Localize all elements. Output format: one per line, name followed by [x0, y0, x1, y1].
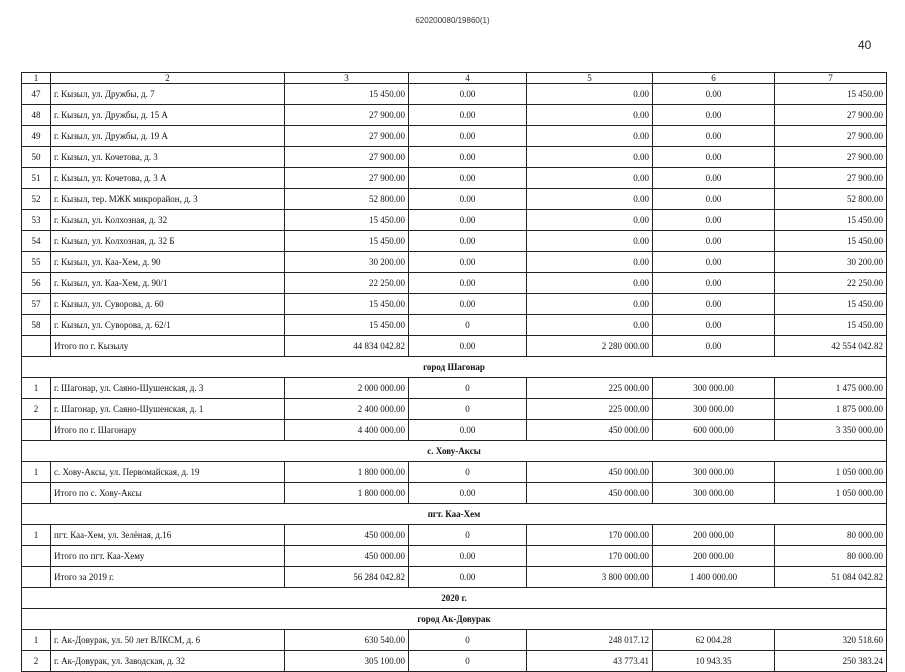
table-row [22, 147, 887, 168]
section-title: пгт. Каа-Хем [22, 504, 887, 525]
section-header-row [22, 357, 887, 378]
total-row [22, 483, 887, 504]
table-cell: 49 [22, 126, 51, 147]
section-title: город Ак-Довурак [22, 609, 887, 630]
section-header-row [22, 609, 887, 630]
table-cell: 0.00 [653, 231, 775, 252]
table-row [22, 105, 887, 126]
table-cell: 300 000.00 [653, 483, 775, 504]
table-row [22, 462, 887, 483]
table-cell: 0 [409, 651, 527, 672]
table-cell: 0.00 [653, 168, 775, 189]
table-cell: 0.00 [409, 294, 527, 315]
table-cell: 225 000.00 [527, 378, 653, 399]
table-cell: 80 000.00 [775, 525, 887, 546]
table-row [22, 231, 887, 252]
table-cell: 3 350 000.00 [775, 420, 887, 441]
table-cell: 0.00 [527, 231, 653, 252]
table-cell: 0.00 [409, 105, 527, 126]
table-cell: г. Ак-Довурак, ул. 50 лет ВЛКСМ, д. 6 [51, 630, 285, 651]
table-cell: г. Кызыл, ул. Каа-Хем, д. 90/1 [51, 273, 285, 294]
table-cell: 250 383.24 [775, 651, 887, 672]
table-cell: 450 000.00 [527, 483, 653, 504]
table-cell: 0.00 [653, 147, 775, 168]
table-cell: 300 000.00 [653, 378, 775, 399]
table-cell: 630 540.00 [285, 630, 409, 651]
table-cell: 0 [409, 630, 527, 651]
table-row [22, 84, 887, 105]
table-cell: 0.00 [527, 252, 653, 273]
table-cell: 1 [22, 462, 51, 483]
table-cell: 0.00 [527, 273, 653, 294]
table-cell: 27 900.00 [285, 168, 409, 189]
table-cell: 0.00 [653, 252, 775, 273]
table-cell: 0.00 [653, 189, 775, 210]
page-number: 40 [858, 38, 872, 52]
table-row [22, 378, 887, 399]
total-row [22, 420, 887, 441]
table-cell: 248 017.12 [527, 630, 653, 651]
table-cell: 0.00 [409, 546, 527, 567]
table-cell: 27 900.00 [775, 105, 887, 126]
table-cell: 27 900.00 [285, 126, 409, 147]
table-row [22, 210, 887, 231]
table-cell: 0.00 [527, 189, 653, 210]
table-cell: 62 004.28 [653, 630, 775, 651]
table-cell: 0.00 [409, 231, 527, 252]
table-cell: 2 [22, 399, 51, 420]
table-cell: 0 [409, 525, 527, 546]
table-cell: 0 [409, 315, 527, 336]
total-row [22, 546, 887, 567]
table-cell: пгт. Каа-Хем, ул. Зелёная, д.16 [51, 525, 285, 546]
table-row [22, 630, 887, 651]
table-cell: 27 900.00 [775, 147, 887, 168]
table-cell: 0.00 [409, 567, 527, 588]
table-cell: 42 554 042.82 [775, 336, 887, 357]
table-cell: 0 [409, 399, 527, 420]
table-cell: г. Кызыл, ул. Каа-Хем, д. 90 [51, 252, 285, 273]
table-cell: 50 [22, 147, 51, 168]
table-cell: 200 000.00 [653, 525, 775, 546]
table-cell: г. Кызыл, ул. Кочетова, д. 3 А [51, 168, 285, 189]
table-cell: 0.00 [409, 168, 527, 189]
table-cell: г. Кызыл, ул. Колхозная, д. 32 Б [51, 231, 285, 252]
table-cell: 15 450.00 [775, 294, 887, 315]
table-cell: 0.00 [409, 483, 527, 504]
table-cell: 15 450.00 [285, 294, 409, 315]
table-cell: 0 [409, 378, 527, 399]
table-row [22, 399, 887, 420]
table-cell: 22 250.00 [775, 273, 887, 294]
table-cell: 0.00 [653, 126, 775, 147]
table-cell: 10 943.35 [653, 651, 775, 672]
table-header-row [22, 73, 887, 84]
table-cell: 200 000.00 [653, 546, 775, 567]
table-cell: 3 800 000.00 [527, 567, 653, 588]
table-cell: 0.00 [409, 252, 527, 273]
table-cell: 27 900.00 [285, 147, 409, 168]
table-cell: 0.00 [527, 294, 653, 315]
table-cell: г. Кызыл, ул. Колхозная, д. 32 [51, 210, 285, 231]
table-cell: 0.00 [409, 189, 527, 210]
table-cell: 0.00 [653, 210, 775, 231]
table-cell: Итого по г. Шагонару [51, 420, 285, 441]
total-row [22, 336, 887, 357]
table-row [22, 273, 887, 294]
table-cell: г. Ак-Довурак, ул. Заводская, д. 32 [51, 651, 285, 672]
table-cell: 2 [22, 651, 51, 672]
column-header: 3 [285, 73, 409, 84]
table-cell: 80 000.00 [775, 546, 887, 567]
table-row [22, 252, 887, 273]
table-cell: 1 475 000.00 [775, 378, 887, 399]
table-cell: г. Кызыл, ул. Суворова, д. 60 [51, 294, 285, 315]
table-cell: 1 [22, 630, 51, 651]
column-header: 4 [409, 73, 527, 84]
table-cell: 48 [22, 105, 51, 126]
table-cell: 22 250.00 [285, 273, 409, 294]
section-title: 2020 г. [22, 588, 887, 609]
table-cell: 55 [22, 252, 51, 273]
table-cell: 0.00 [409, 147, 527, 168]
table-cell: 1 875 000.00 [775, 399, 887, 420]
table-cell: 0.00 [653, 105, 775, 126]
table-cell: 0.00 [409, 126, 527, 147]
table-cell: 43 773.41 [527, 651, 653, 672]
table-row [22, 294, 887, 315]
table-cell: г. Кызыл, тер. МЖК микрорайон, д. 3 [51, 189, 285, 210]
table-cell: 1 050 000.00 [775, 462, 887, 483]
table-cell: 15 450.00 [775, 84, 887, 105]
table-cell [22, 483, 51, 504]
table-cell: 0.00 [409, 273, 527, 294]
table-cell: 450 000.00 [285, 546, 409, 567]
table-cell: 0.00 [409, 210, 527, 231]
column-header: 5 [527, 73, 653, 84]
table-cell: 0.00 [527, 168, 653, 189]
table-cell: 2 000 000.00 [285, 378, 409, 399]
table-cell: 15 450.00 [775, 210, 887, 231]
table-cell: 56 284 042.82 [285, 567, 409, 588]
table-cell: 27 900.00 [775, 126, 887, 147]
table-cell: г. Кызыл, ул. Кочетова, д. 3 [51, 147, 285, 168]
table-cell: г. Кызыл, ул. Дружбы, д. 19 А [51, 126, 285, 147]
table-cell: 600 000.00 [653, 420, 775, 441]
table-cell: 51 [22, 168, 51, 189]
column-header: 1 [22, 73, 51, 84]
section-header-row [22, 588, 887, 609]
table-cell [22, 420, 51, 441]
table-cell: 4 400 000.00 [285, 420, 409, 441]
table-cell: 15 450.00 [285, 315, 409, 336]
table-cell: 2 280 000.00 [527, 336, 653, 357]
table-cell: г. Кызыл, ул. Суворова, д. 62/1 [51, 315, 285, 336]
table-cell: 450 000.00 [527, 462, 653, 483]
table-cell: 15 450.00 [285, 210, 409, 231]
table-cell: г. Кызыл, ул. Дружбы, д. 7 [51, 84, 285, 105]
table-cell: 56 [22, 273, 51, 294]
table-cell: 52 800.00 [285, 189, 409, 210]
table-cell: 1 [22, 378, 51, 399]
table-cell: 27 900.00 [775, 168, 887, 189]
table-cell: 0.00 [527, 105, 653, 126]
table-cell: 1 800 000.00 [285, 462, 409, 483]
table-cell: 27 900.00 [285, 105, 409, 126]
table-cell: 0.00 [653, 294, 775, 315]
table-cell: 58 [22, 315, 51, 336]
table-cell: 0.00 [527, 315, 653, 336]
data-table [21, 72, 887, 672]
table-cell: 15 450.00 [285, 231, 409, 252]
table-cell: с. Хову-Аксы, ул. Первомайская, д. 19 [51, 462, 285, 483]
table-cell: 15 450.00 [285, 84, 409, 105]
total-row [22, 567, 887, 588]
table-cell: 0.00 [527, 126, 653, 147]
table-cell: 44 834 042.82 [285, 336, 409, 357]
column-header: 6 [653, 73, 775, 84]
table-cell [22, 546, 51, 567]
table-cell: 170 000.00 [527, 525, 653, 546]
table-cell: 52 [22, 189, 51, 210]
table-cell: г. Шагонар, ул. Саяно-Шушенская, д. 3 [51, 378, 285, 399]
table-row [22, 126, 887, 147]
table-cell: Итого за 2019 г. [51, 567, 285, 588]
table-cell: 54 [22, 231, 51, 252]
column-header: 2 [51, 73, 285, 84]
table-cell: 47 [22, 84, 51, 105]
table-cell: 0.00 [653, 315, 775, 336]
section-header-row [22, 441, 887, 462]
table-cell: 30 200.00 [285, 252, 409, 273]
column-header: 7 [775, 73, 887, 84]
table-cell: 225 000.00 [527, 399, 653, 420]
table-cell [22, 336, 51, 357]
table-cell: 51 084 042.82 [775, 567, 887, 588]
table-cell: 1 050 000.00 [775, 483, 887, 504]
table-cell: г. Шагонар, ул. Саяно-Шушенская, д. 1 [51, 399, 285, 420]
table-cell: 0.00 [409, 336, 527, 357]
document-id: 620200080/19860(1) [415, 16, 490, 25]
table-cell: 0.00 [653, 273, 775, 294]
table-cell: 305 100.00 [285, 651, 409, 672]
table-row [22, 315, 887, 336]
table-cell: 15 450.00 [775, 231, 887, 252]
table-cell: 15 450.00 [775, 315, 887, 336]
table-cell: 53 [22, 210, 51, 231]
table-cell: Итого по пгт. Каа-Хему [51, 546, 285, 567]
table-cell: Итого по г. Кызылу [51, 336, 285, 357]
section-title: город Шагонар [22, 357, 887, 378]
table-cell: г. Кызыл, ул. Дружбы, д. 15 А [51, 105, 285, 126]
table-cell: Итого по с. Хову-Аксы [51, 483, 285, 504]
table-cell: 300 000.00 [653, 462, 775, 483]
table-row [22, 168, 887, 189]
table-cell: 57 [22, 294, 51, 315]
table-cell: 450 000.00 [285, 525, 409, 546]
table-cell: 0.00 [527, 84, 653, 105]
table-cell: 1 400 000.00 [653, 567, 775, 588]
table-cell: 30 200.00 [775, 252, 887, 273]
table-cell: 0.00 [653, 84, 775, 105]
table-cell: 320 518.60 [775, 630, 887, 651]
table-row [22, 525, 887, 546]
table-cell: 0.00 [409, 420, 527, 441]
table-cell: 0 [409, 462, 527, 483]
table-cell: 450 000.00 [527, 420, 653, 441]
table-cell: 1 800 000.00 [285, 483, 409, 504]
section-title: с. Хову-Аксы [22, 441, 887, 462]
table-cell: 0.00 [527, 210, 653, 231]
table-cell: 2 400 000.00 [285, 399, 409, 420]
table-cell [22, 567, 51, 588]
table-row [22, 651, 887, 672]
table-cell: 0.00 [409, 84, 527, 105]
table-cell: 170 000.00 [527, 546, 653, 567]
table-cell: 1 [22, 525, 51, 546]
table-cell: 300 000.00 [653, 399, 775, 420]
table-cell: 0.00 [527, 147, 653, 168]
section-header-row [22, 504, 887, 525]
table-row [22, 189, 887, 210]
table-cell: 0.00 [653, 336, 775, 357]
table-cell: 52 800.00 [775, 189, 887, 210]
